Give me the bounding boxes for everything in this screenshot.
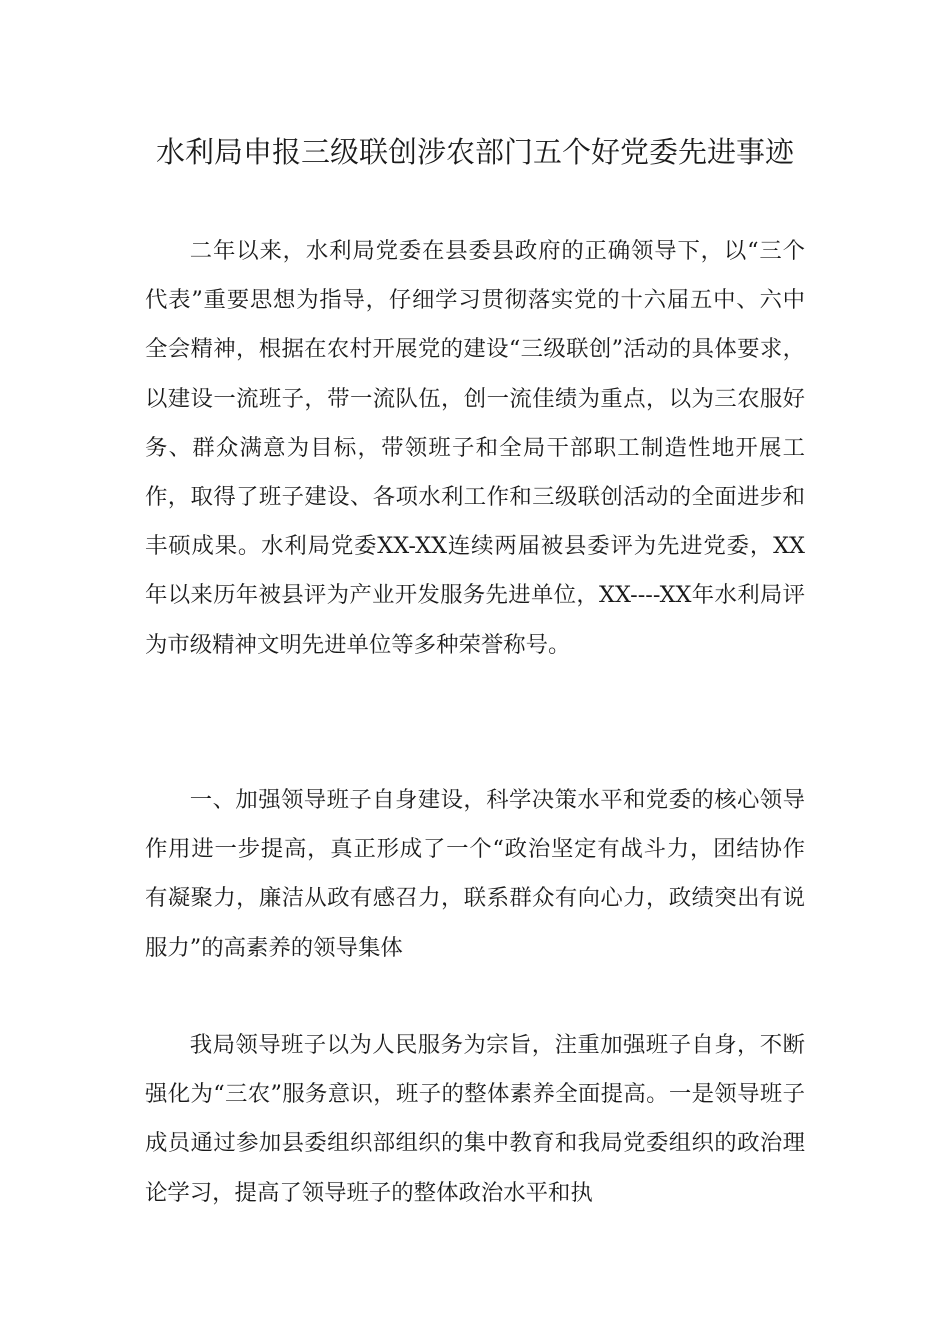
paragraph-section-1-body: 我局领导班子以为人民服务为宗旨，注重加强班子自身，不断强化为“三农”服务意识，班子的整体素养全面提高。一是领导班子成员通过参加县委组织部组织的集中教育和我局党委组织的政治理论学习，提高了领导班子的整体政治水平和执 <box>145 1032 805 1206</box>
paragraph-section-1-heading: 一、加强领导班子自身建设，科学决策水平和党委的核心领导作用进一步提高，真正形成了一个“政治坚定有战斗力，团结协作有凝聚力，廉洁从政有感召力，联系群众有向心力，政绩突出有说服力”的高素养的领导集体 <box>145 787 805 961</box>
paragraph-intro: 二年以来，水利局党委在县委县政府的正确领导下，以“三个代表”重要思想为指导，仔细学习贯彻落实党的十六届五中、六中全会精神，根据在农村开展党的建设“三级联创”活动的具体要求，以建设一流班子，带一流队伍，创一流佳绩为重点，以为三农服好务、群众满意为目标，带领班子和全局干部职工制造性地开展工作，取得了班子建设、各项水利工作和三级联创活动的全面进步和丰硕成果。水利局党委XX-XX连续两届被县委评为先进党委，XX年以来历年被县评为产业开发服务先进单位，XX----XX年水利局评为市级精神文明先进单位等多种荣誉称号。 <box>145 238 805 658</box>
document-title: 水利局申报三级联创涉农部门五个好党委先进事迹 <box>155 135 794 169</box>
